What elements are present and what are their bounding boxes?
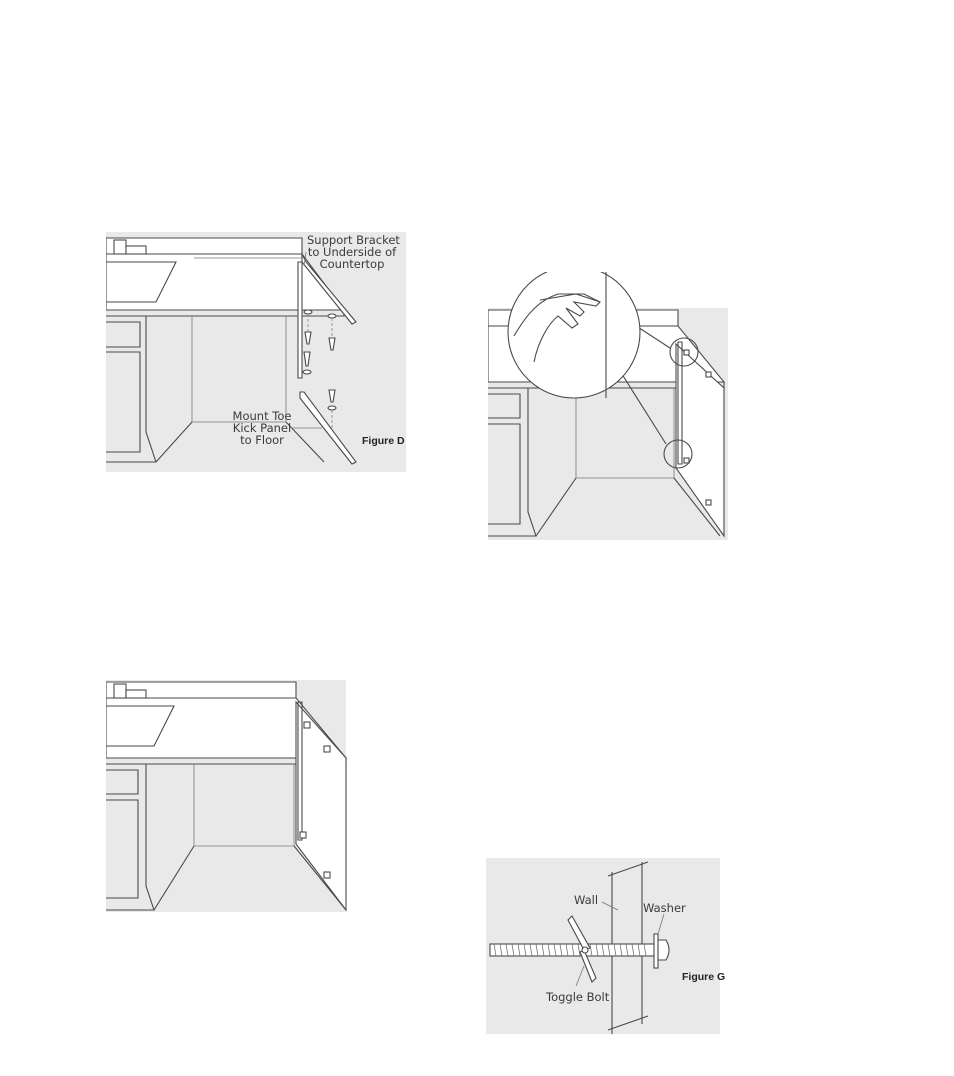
- figure-g-diagram: [486, 858, 720, 1034]
- washer: [654, 934, 658, 968]
- figure-d-label: Figure D: [362, 435, 405, 447]
- callout-support-bracket: Support Bracket to Underside of Countertop: [307, 233, 400, 271]
- bolt-thread: [490, 944, 656, 956]
- magnified-detail-circle: [508, 272, 640, 398]
- callout-toe-kick: Mount Toe Kick Panel to Floor: [232, 409, 292, 447]
- figure-g-label: Figure G: [682, 971, 726, 983]
- label-wall: Wall: [574, 893, 599, 907]
- figure-f-diagram: [106, 680, 348, 912]
- faucet-icon: [114, 684, 126, 698]
- label-toggle-bolt: Toggle Bolt: [546, 990, 610, 1004]
- bolt-head: [658, 940, 669, 960]
- figure-e-diagram: [488, 272, 730, 540]
- figure-f-drawing: [106, 680, 348, 912]
- figure-g-drawing: [486, 858, 720, 1034]
- label-washer: Washer: [643, 901, 686, 915]
- faucet-icon: [114, 240, 126, 254]
- figure-e-drawing: [488, 272, 730, 540]
